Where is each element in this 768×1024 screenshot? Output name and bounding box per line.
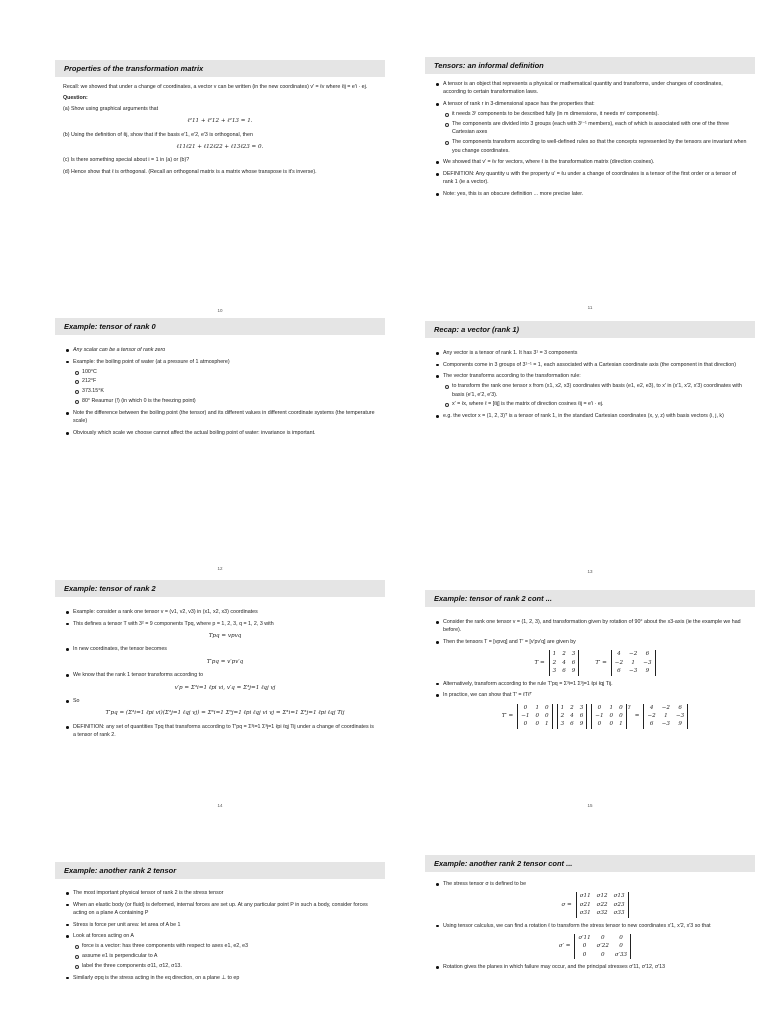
- matrix-cell: 6: [678, 704, 682, 711]
- slide-11: [425, 57, 755, 312]
- matrix-cell: σ23: [613, 901, 625, 908]
- matrix-cell: 3: [579, 704, 584, 711]
- matrix-cell: 3: [552, 668, 557, 675]
- principal-stress-matrix: [443, 934, 747, 959]
- slide-12: [55, 318, 385, 573]
- sub-bullet: The components transform according to well-defined rules so that the concepts represented by the tensors are invariant when you change coordinates.: [452, 139, 747, 154]
- matrix-cell: 0: [523, 704, 528, 711]
- bullet: Example: the boiling point of water (at a pressure of 1 atmosphere) 100°C 212°F 373.15°K 80° Reaumur (!) (in which 0 is the freezing point): [73, 358, 377, 406]
- matrix-label: T =: [534, 659, 545, 666]
- sub-bullet: 100°C: [82, 368, 377, 376]
- matrix-T: [557, 704, 588, 729]
- bullet: The stress tensor σ is defined to be σ = σ11 σ12 σ13 σ21 σ22 σ23 σ31 σ32 σ33: [443, 880, 747, 918]
- bullet: Look at forces acting on A force is a vector: has three components with respect to axes e1, e2, e3 assume e1 is perpendicular to A label the three components σ11, σ12, σ13.: [73, 932, 377, 970]
- matrix-cell: 0: [619, 713, 623, 720]
- sub-bullet: 80° Reaumur (!) (in which 0 is the freezing point): [82, 397, 377, 405]
- matrix-cell: −1: [595, 713, 604, 720]
- question-label: Question:: [63, 95, 88, 102]
- bullet: A tensor is an object that represents a physical or mathematical quantity and transforms, under changes of coordinates, according to certain transformation laws.: [443, 80, 747, 97]
- matrix-cell: −2: [647, 713, 656, 720]
- bullet: Note the difference between the boiling point (the tensor) and its different values in different coordinate systems (the temperature scale): [73, 409, 377, 426]
- matrix-cell: 6: [562, 668, 566, 675]
- matrix-cell: σ13: [613, 893, 625, 900]
- matrix-cell: 0: [597, 721, 602, 728]
- page-number: 10: [217, 308, 223, 313]
- matrix-cell: σ′11: [578, 935, 591, 942]
- sub-bullet: The components are divided into 3 groups (each with 3ʳ⁻¹ members), each of which is associated with one of the three Cartesian axes: [452, 120, 747, 137]
- matrix-l: [517, 704, 552, 729]
- slide-16: [55, 862, 385, 1022]
- matrix-cell: −3: [675, 713, 685, 720]
- question-b: (b) Using the definition of ℓij, show that if the basis e′1, e′2, e′3 is orthogonal, then: [63, 131, 253, 138]
- bullet: DEFINITION: any set of quantities Tpq that transforms according to T′pq = Σ³i=1 Σ³j=1 ℓpi ℓqj Tij under a change of coordinates is a tensor of rank 2.: [73, 723, 377, 740]
- bullet: The vector transforms according to the transformation rule: to transform the rank one tensor x from (x1, x2, x3) coordinates with basis (e1, e2, e3), to x′ in (x′1, x′2, x′3) coordinates with basis (e′1, e′2, e′3). x′ = ℓx, where ℓ = [ℓij] is the matrix of direction cosines ℓij = e′i · ej.: [443, 372, 747, 409]
- matrix-T-prime: [611, 650, 656, 675]
- page-number: 13: [587, 569, 593, 574]
- matrix-cell: 6: [579, 713, 584, 720]
- matrix-cell: 1: [619, 721, 623, 728]
- equation: T′pq = (Σ³i=1 ℓpi vi)(Σ³j=1 ℓqj vj) = Σ³i=1 Σ³j=1 ℓpi ℓqj vi vj = Σ³i=1 Σ³j=1 ℓpi ℓqj Tij: [105, 710, 345, 717]
- stress-matrix: [443, 892, 747, 917]
- matrix-cell: σ32: [596, 910, 608, 917]
- matrix-cell: 9: [571, 668, 576, 675]
- matrix-cell: 9: [645, 668, 650, 675]
- bullet: In new coordinates, the tensor becomes T′pq = v′pv′q: [73, 645, 377, 666]
- matrix-cell: 6: [571, 659, 576, 666]
- slide-13: [425, 321, 755, 576]
- sub-bullet: label the three components σ11, σ12, σ13.: [82, 962, 377, 970]
- matrix-cell: 3: [560, 721, 565, 728]
- matrix-cell: −3: [643, 659, 652, 666]
- matrix-cell: −2: [614, 659, 624, 666]
- slide-title: Example: tensor of rank 0: [55, 318, 385, 335]
- sub-bullet: force is a vector: has three components with respect to axes e1, e2, e3: [82, 942, 377, 950]
- matrix-cell: 4: [649, 704, 654, 711]
- bullet: Stress is force per unit area: let area of A be 1: [73, 921, 377, 929]
- bullet: Components come in 3 groups of 3¹⁻¹ = 1, each associated with a Cartesian coordinate axis (the component in that direction): [443, 361, 747, 369]
- matrix-cell: 6: [645, 651, 650, 658]
- matrix-cell: σ′33: [614, 951, 628, 958]
- bullet: Then the tensors T = [vpvq] and T′ = [v′pv′q] are given by T = 1 2 3 2 4 6 3 6 9 T′ = 4 −2 6 −2 1 −3 6 −3 9: [443, 638, 747, 676]
- slide-title: Recap: a vector (rank 1): [425, 321, 755, 338]
- bullet: e.g. the vector x = (1, 2, 3)ᵀ is a tensor of rank 1, in the standard Cartesian coordinates (x, y, z) with basis vectors (i, j, k): [443, 412, 747, 420]
- matrix-sigma: [576, 892, 629, 917]
- matrix-cell: 9: [678, 721, 682, 728]
- slide-title: Example: tensor of rank 2: [55, 580, 385, 597]
- bullet: In practice, we can show that T′ = ℓTℓᵀ T′ = 0 1 0 −1 0 0 0 0 1 1 2 3 2 4 6 3 6 9 0 1 0 −1 0 0 0 0 1 $^T$ = 4 −2 6 −2 1 −3 6 −3 9: [443, 691, 747, 729]
- bullet: A tensor of rank r in 3-dimensional space has the properties that: it needs 3ʳ components to be described fully (in m dimensions, it needs mʳ components). The components are divided into 3 groups (each with 3ʳ⁻¹ members), each of which is associated with one of the three Cartesian axes The components transform according to well-defined rules so that the concepts represented by the tensors are invariant when you change coordinates.: [443, 101, 747, 154]
- matrix-cell: 4: [570, 713, 574, 720]
- sub-bullet: 373.15°K: [82, 387, 377, 395]
- matrix-cell: 0: [535, 713, 540, 720]
- question-a: (a) Show using graphical arguments that: [63, 105, 159, 112]
- matrix-cell: σ21: [579, 901, 591, 908]
- matrix-cell: 1: [560, 704, 565, 711]
- matrix-cell: 1: [552, 651, 557, 658]
- slide-17: [425, 855, 755, 1024]
- slide-10: [55, 60, 385, 315]
- matrix-cell: 2: [570, 704, 574, 711]
- matrix-cell: 6: [617, 668, 621, 675]
- slide-15: [425, 590, 755, 810]
- slide-title: Example: another rank 2 tensor cont ...: [425, 855, 755, 872]
- bullet: Using tensor calculus, we can find a rotation ℓ to transform the stress tensor to new coordinates x′1, x′2, x′3 so that σ′ = σ′11 0 0 0 σ′22 0 0 0 σ′33: [443, 922, 747, 960]
- bullet: The most important physical tensor of rank 2 is the stress tensor: [73, 889, 377, 897]
- matrix-cell: 0: [601, 951, 605, 958]
- matrix-cell: 0: [601, 935, 605, 942]
- page-number: 14: [217, 803, 223, 808]
- matrix-cell: 0: [582, 951, 587, 958]
- slide-title: Tensors: an informal definition: [425, 57, 755, 74]
- page-number: 15: [587, 803, 593, 808]
- matrix-label: σ =: [561, 901, 572, 908]
- slide-title: Example: tensor of rank 2 cont ...: [425, 590, 755, 607]
- sub-bullet: x′ = ℓx, where ℓ = [ℓij] is the matrix of direction cosines ℓij = e′i · ej.: [452, 400, 747, 408]
- matrix-cell: −3: [629, 668, 638, 675]
- matrix-cell: 0: [545, 704, 549, 711]
- matrix-cell: 0: [609, 721, 614, 728]
- matrix-cell: 3: [571, 651, 576, 658]
- matrix-cell: 0: [582, 943, 587, 950]
- matrix-cell: −1: [521, 713, 530, 720]
- matrix-T: [549, 650, 580, 675]
- bullet: Obviously which scale we choose cannot affect the actual boiling point of water: invariance is important.: [73, 429, 377, 437]
- matrix-cell: 0: [523, 721, 528, 728]
- bullet: Alternatively, transform according to the rule T′pq = Σ³i=1 Σ³j=1 ℓpi ℓqj Tij.: [443, 680, 747, 688]
- matrix-product: [443, 704, 747, 729]
- equation: Tpq = vpvq: [208, 633, 242, 639]
- matrix-cell: 6: [649, 721, 654, 728]
- bullet: This defines a tensor T with 3² = 9 components Tpq, where p = 1, 2, 3, q = 1, 2, 3 with Tpq = vpvq: [73, 620, 377, 641]
- matrix-cell: 6: [570, 721, 574, 728]
- matrix-cell: σ22: [596, 901, 608, 908]
- matrix-cell: 9: [579, 721, 584, 728]
- matrix-cell: 0: [619, 943, 623, 950]
- question-c: (c) Is there something special about i = 1 in (a) or (b)?: [63, 157, 190, 164]
- bullet: Rotation gives the planes in which failure may occur, and the principal stresses σ′11, σ′12, σ′13: [443, 963, 747, 971]
- intro-text: Recall: we showed that under a change of coordinates, a vector v can be written (in the new coordinates) v′ = ℓv where ℓij = e′i · ej.: [63, 84, 368, 90]
- bullet: We showed that v′ = ℓv for vectors, where ℓ is the transformation matrix (direction cosines).: [443, 158, 747, 166]
- tensor-matrices: [443, 650, 747, 675]
- matrix-cell: σ11: [579, 893, 591, 900]
- bullet: We know that the rank 1 tensor transforms according to v′p = Σ³i=1 ℓpi vi, v′q = Σ³j=1 ℓqj vj: [73, 671, 377, 692]
- matrix-cell: 1: [609, 704, 614, 711]
- matrix-sigma-prime: [574, 934, 631, 959]
- matrix-cell: −3: [661, 721, 670, 728]
- matrix-cell: σ31: [579, 910, 591, 917]
- transpose-mark: T: [627, 706, 631, 712]
- matrix-cell: 1: [631, 659, 635, 666]
- matrix-cell: 0: [619, 704, 623, 711]
- equals-sign: =: [634, 713, 640, 720]
- matrix-result: [643, 704, 688, 729]
- matrix-cell: 2: [552, 659, 557, 666]
- bullet: Similarly σpq is the stress acting in the eq direction, on a plane ⊥ to ep: [73, 974, 377, 982]
- bullet: Any vector is a tensor of rank 1. It has 3¹ = 3 components: [443, 349, 747, 357]
- matrix-cell: 0: [535, 721, 540, 728]
- matrix-label: T′ =: [595, 659, 607, 666]
- matrix-cell: −2: [629, 651, 638, 658]
- matrix-cell: 2: [562, 651, 566, 658]
- equation-b: ℓ11ℓ21 + ℓ12ℓ22 + ℓ13ℓ23 = 0.: [176, 144, 264, 151]
- matrix-cell: 1: [535, 704, 540, 711]
- equation-a: ℓ²11 + ℓ²12 + ℓ²13 = 1.: [187, 118, 253, 125]
- matrix-label: T′ =: [501, 713, 514, 720]
- page-number: 11: [587, 305, 593, 310]
- question-d: (d) Hence show that ℓ is orthogonal. (Recall an orthogonal matrix is a matrix whose transpose is it's inverse).: [63, 168, 317, 175]
- sub-bullet: it needs 3ʳ components to be described fully (in m dimensions, it needs mʳ components).: [452, 110, 747, 118]
- matrix-cell: 2: [560, 713, 565, 720]
- sub-bullet: to transform the rank one tensor x from (x1, x2, x3) coordinates with basis (e1, e2, e3), to x′ in (x′1, x′2, x′3) coordinates with basis (e′1, e′2, e′3).: [452, 382, 747, 399]
- bullet: So T′pq = (Σ³i=1 ℓpi vi)(Σ³j=1 ℓqj vj) = Σ³i=1 Σ³j=1 ℓpi ℓqj vi vj = Σ³i=1 Σ³j=1 ℓpi ℓqj Tij: [73, 697, 377, 718]
- bullet: Example: consider a rank one tensor v = (v1, v2, v3) in (x1, x2, x3) coordinates: [73, 608, 377, 616]
- matrix-cell: −2: [661, 704, 670, 711]
- sub-bullet: 212°F: [82, 377, 377, 385]
- bullet: Consider the rank one tensor v = (1, 2, 3), and transformation given by rotation of 90° about the x3-axis (ie the example we had before).: [443, 618, 747, 635]
- slide-title: Properties of the transformation matrix: [55, 60, 385, 77]
- sub-bullet: assume e1 is perpendicular to A: [82, 952, 377, 960]
- matrix-l-transpose: [591, 704, 626, 729]
- bullet: When an elastic body (or fluid) is deformed, internal forces are set up. At any particular point P in such a body, consider forces acting on a plane A containing P: [73, 901, 377, 918]
- slide-14: [55, 580, 385, 810]
- matrix-cell: σ′22: [596, 943, 609, 950]
- equation: T′pq = v′pv′q: [206, 658, 244, 665]
- matrix-cell: 0: [609, 713, 614, 720]
- page-number: 12: [217, 566, 223, 571]
- matrix-cell: σ33: [613, 910, 625, 917]
- bullet: DEFINITION: Any quantity u with the property u′ = ℓu under a change of coordinates is a tensor of the first order or a tensor of rank 1 (ie a vector).: [443, 170, 747, 187]
- matrix-cell: 1: [545, 721, 549, 728]
- matrix-cell: σ12: [596, 893, 608, 900]
- matrix-cell: 0: [619, 935, 623, 942]
- bullet: Note: yes, this is an obscure definition ... more precise later.: [443, 190, 747, 198]
- equation: v′p = Σ³i=1 ℓpi vi, v′q = Σ³j=1 ℓqj vj: [174, 684, 276, 691]
- bullet: Any scalar can be a tensor of rank zero: [73, 346, 377, 354]
- matrix-cell: 4: [617, 651, 621, 658]
- matrix-cell: 1: [664, 713, 668, 720]
- matrix-cell: 0: [545, 713, 549, 720]
- matrix-cell: 4: [562, 659, 566, 666]
- slide-title: Example: another rank 2 tensor: [55, 862, 385, 879]
- matrix-label: σ′ =: [558, 943, 571, 950]
- matrix-cell: 0: [597, 704, 602, 711]
